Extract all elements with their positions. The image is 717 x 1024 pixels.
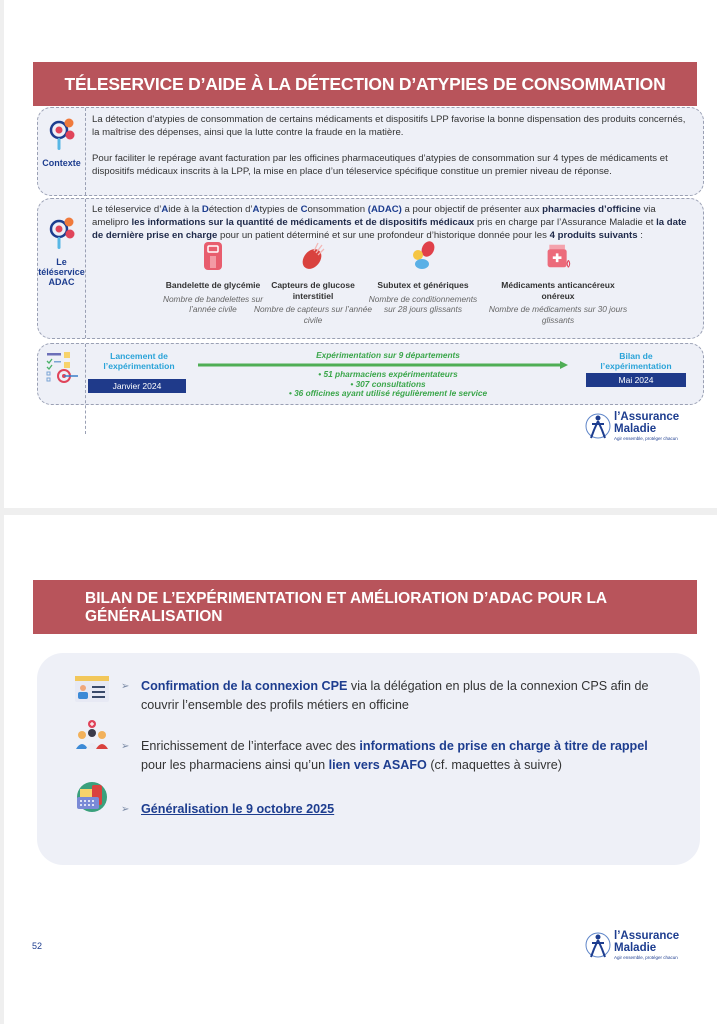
context-paragraph-2: Pour faciliter le repérage avant facturation par les officines pharmaceutiques d’atypies de consommation sur 4 types de médicaments et dispositifs médicaux inscrits à la LPP, la mise en place d’un téleservice spécifique constitue un premier niveau de réponse. [92, 153, 668, 177]
product-card: Subutex et génériques Nombre de conditionnements sur 28 jours glissants [363, 241, 483, 315]
launch-date: Janvier 2024 [88, 379, 186, 393]
divider [85, 108, 86, 195]
product-card: Bandelette de glycémie Nombre de bandelettes sur l’année civile [153, 241, 273, 315]
bullet-cpe-confirmation: Confirmation de la connexion CPE via la délégation en plus de la connexion CPS afin de couvrir l’ensemble des profils métiers en officine [141, 679, 649, 712]
product-card: Capteurs de glucose interstitiel Nombre de capteurs sur l’année civile [253, 241, 373, 325]
assurance-maladie-logo: l’Assurance Maladie Agir ensemble, protéger chacun [584, 410, 694, 446]
experimentation-stats [218, 370, 558, 399]
adac-label: Le téléservice ADAC [38, 257, 85, 287]
bullet-interface-enrichment: Enrichissement de l’interface avec des informations de prise en charge à titre de rappel pour les pharmaciens ainsi qu’un lien vers ASAFO (cf. maquettes à suivre) [141, 739, 648, 772]
slide-title: BILAN DE L’EXPÉRIMENTATION ET AMÉLIORATION D’ADAC POUR LA GÉNÉRALISATION [33, 580, 697, 634]
experimentation-scope: Expérimentation sur 9 départements [316, 350, 460, 360]
glucose-strip-icon [200, 241, 226, 271]
bullet-generalisation-date: Généralisation le 9 octobre 2025 [141, 802, 335, 816]
experimentation-timeline [37, 343, 704, 405]
divider [85, 199, 86, 338]
slide-bilan [4, 515, 717, 1024]
adac-section [37, 198, 704, 339]
bullet-arrow-icon: ➢ [121, 741, 130, 752]
pharmacists-team-icon [74, 719, 110, 751]
slide-adac-teleservice [4, 0, 717, 508]
bullet-arrow-icon: ➢ [121, 804, 130, 815]
checklist-target-icon [44, 350, 80, 386]
timeline-arrow-icon [198, 361, 568, 369]
divider [85, 344, 86, 434]
product-card: Médicaments anticancéreux onéreux Nombre de médicaments sur 30 jours glissants [488, 241, 628, 325]
bullet-arrow-icon: ➢ [121, 681, 130, 692]
slide-title: TÉLESERVICE D’AIDE À LA DÉTECTION D’ATYPIES DE CONSOMMATION [33, 62, 697, 106]
assurance-maladie-logo: l’Assurance Maladie Agir ensemble, protéger chacun [584, 929, 694, 965]
end-date: Mai 2024 [586, 373, 686, 387]
stat-item: • 307 consultations [350, 378, 426, 389]
page-number: 52 [32, 941, 43, 951]
adac-description: Le téleservice d’Aide à la Détection d’Atypies de Consommation (ADAC) a pour objectif de présenter aux pharmacies d’officine via amelipro les informations sur la quantité de médicaments et de dispositifs médicaux pris en charge par l’Assurance Maladie et la date de dernière prise en charge pour un patient déterminé et sur une profondeur d’historique donnée pour les 4 produits suivants : [92, 204, 687, 241]
people-logo-icon [584, 412, 612, 442]
id-card-icon [74, 674, 110, 706]
stat-item: • 51 pharmaciens expérimentateurs [318, 369, 458, 379]
end-label: Bilan de l’expérimentation [600, 351, 672, 371]
medicine-bottle-icon [545, 241, 571, 271]
pills-icon [410, 241, 436, 271]
medication-blister-icon [74, 781, 110, 813]
magnifier-icon [48, 116, 76, 156]
context-paragraph-1: La détection d’atypies de consommation de certains médicaments et dispositifs LPP favorise la bonne dispensation des produits concernés, la maîtrise des dépenses, ainsi que la lutte contre la fraude en la matière. [92, 114, 686, 138]
glucose-sensor-icon [300, 241, 326, 271]
context-label: Contexte [42, 158, 81, 168]
stat-item: • 36 officines ayant utilisé régulièrement le service [288, 388, 488, 398]
bilan-box [37, 653, 700, 865]
magnifier-icon [48, 215, 76, 255]
people-logo-icon [584, 931, 612, 961]
launch-label: Lancement de l’expérimentation [103, 351, 175, 371]
context-side [38, 116, 85, 168]
context-section [37, 107, 704, 196]
adac-side [38, 215, 85, 287]
